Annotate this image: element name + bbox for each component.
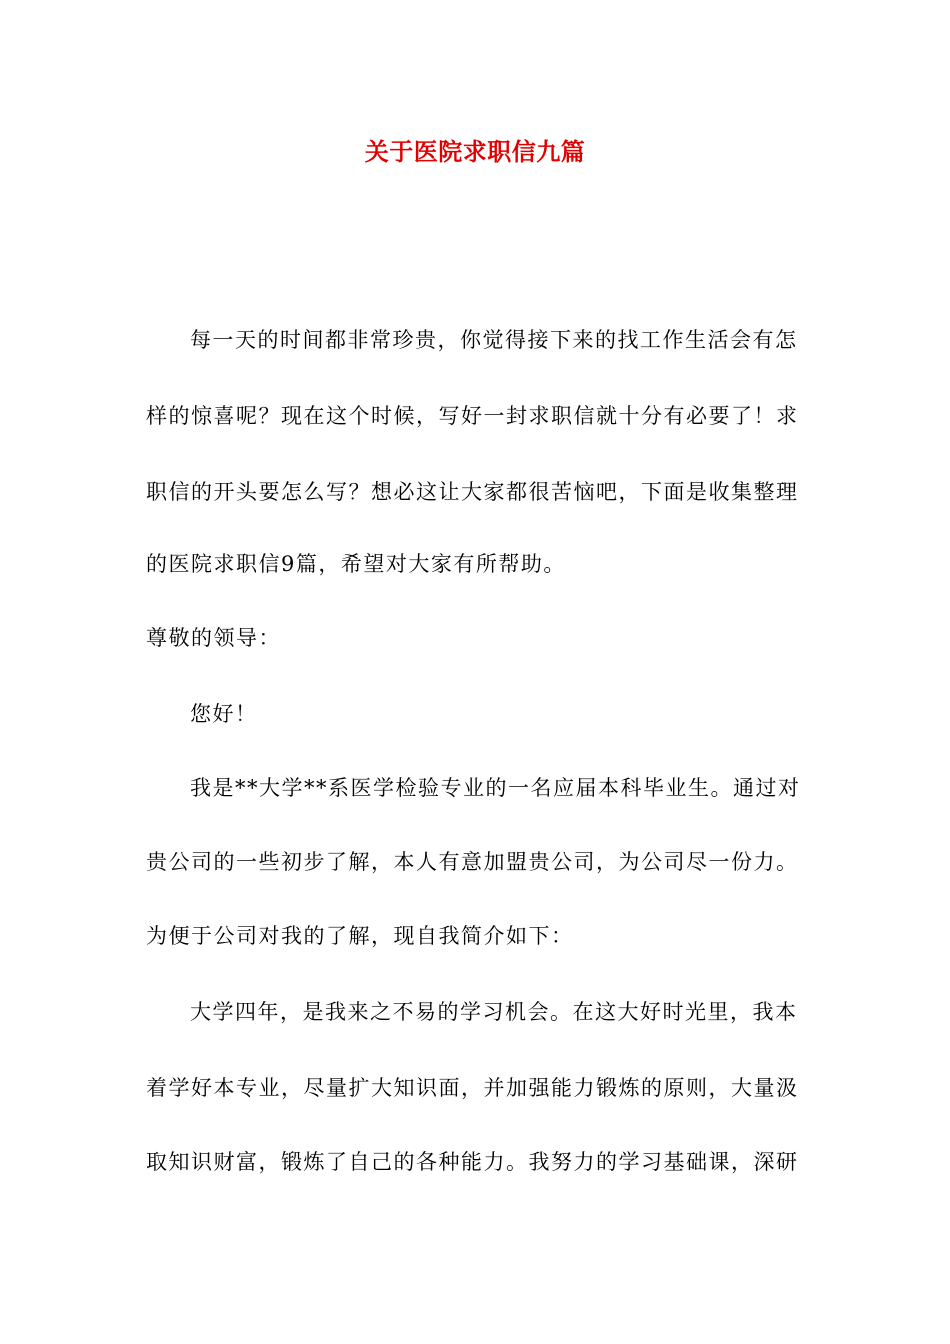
greeting: 您好！ (190, 702, 258, 726)
paragraph-line: 取知识财富，锻炼了自己的各种能力。我努力的学习基础课，深研 (146, 1150, 799, 1174)
paragraph-line: 我是**大学**系医学检验专业的一名应届本科毕业生。通过对 (190, 776, 801, 800)
paragraph-line: 着学好本专业，尽量扩大知识面，并加强能力锻炼的原则，大量汲 (146, 1076, 799, 1100)
paragraph-line: 职信的开头要怎么写？想必这让大家都很苦恼吧，下面是收集整理 (146, 480, 799, 504)
salutation: 尊敬的领导： (146, 626, 281, 650)
paragraph-line: 的医院求职信9篇，希望对大家有所帮助。 (146, 552, 566, 576)
paragraph-line: 每一天的时间都非常珍贵，你觉得接下来的找工作生活会有怎 (190, 328, 798, 352)
paragraph-line: 大学四年，是我来之不易的学习机会。在这大好时光里，我本 (190, 1000, 798, 1024)
paragraph-line: 样的惊喜呢？现在这个时候，写好一封求职信就十分有必要了！求 (146, 404, 799, 428)
document-title: 关于医院求职信九篇 (364, 137, 586, 166)
paragraph-line: 为便于公司对我的了解，现自我简介如下： (146, 924, 574, 948)
paragraph-line: 贵公司的一些初步了解，本人有意加盟贵公司，为公司尽一份力。 (146, 850, 799, 874)
